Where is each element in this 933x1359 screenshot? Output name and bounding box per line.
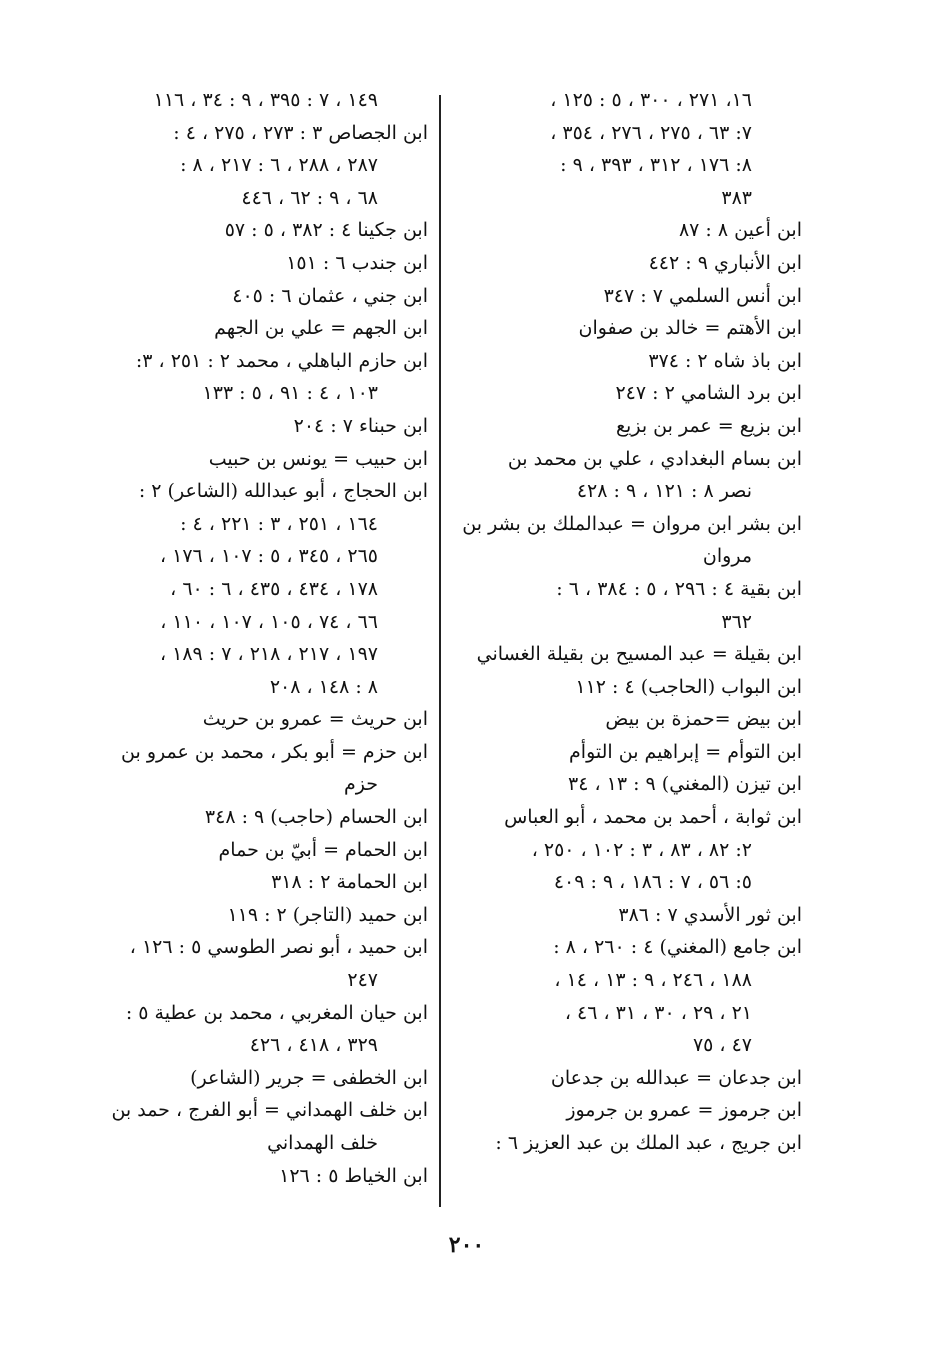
index-entry: ابن حبناء ٧ : ٢٠٤ <box>293 414 428 437</box>
index-entry-continuation: ١٧٨ ، ٤٣٤ ، ٤٣٥ ، ٦ : ٦٠ ، <box>170 577 378 600</box>
index-entry-continuation: ٤٧ ، ٧٥ <box>692 1034 752 1057</box>
index-entry: ابن البواب (الحاجب) ٤ : ١١٢ <box>575 675 802 698</box>
index-column-left <box>76 84 428 1192</box>
index-entry-continuation: ٣٦٢ <box>721 610 752 633</box>
index-entry: ابن خلف الهمداني = أبو الفرج ، حمد بن <box>111 1099 428 1122</box>
index-entry: ابن جامع (المغني) ٤ : ٢٦٠ ، ٨ : <box>553 936 802 959</box>
index-entry-continuation: ١٤٩ ، ٧ : ٣٩٥ ، ٩ : ٣٤ ، ١١٦ <box>153 89 378 111</box>
index-entry: ابن الأنباري ٩ : ٤٤٢ <box>648 251 802 274</box>
index-entry: ابن بشر ابن مروان = عبدالملك بن بشر بن <box>462 512 802 535</box>
index-entry: ابن تيزن (المغني) ٩ : ١٣ ، ٣٤ <box>568 773 802 796</box>
index-entry: ابن جريج ، عبد الملك بن عبد العزيز ٦ : <box>495 1132 802 1154</box>
index-entry: ابن بزيع = عمر بن بزيع <box>615 414 802 437</box>
index-entry-continuation: ٣٢٩ ، ٤١٨ ، ٤٢٦ <box>249 1034 378 1057</box>
index-entry-continuation: ٢٨٧ ، ٢٨٨ ، ٦ : ٢١٧ ، ٨ : <box>180 154 378 177</box>
index-entry-continuation: ٦٨ ، ٩ : ٦٢ ، ٤٤٦ <box>241 186 378 209</box>
index-entry: ابن بقية ٤ : ٢٩٦ ، ٥ : ٣٨٤ ، ٦ : <box>556 577 802 600</box>
index-entry: ابن الحجاج ، أبو عبدالله (الشاعر) ٢ : <box>138 480 428 503</box>
index-entry: ابن حزم = أبو بكر ، محمد بن عمرو بن <box>121 740 428 763</box>
index-entry: ابن بقيلة = عبد المسيح بن بقيلة الغساني <box>476 643 802 666</box>
index-entry-continuation: ٨ : ١٤٨ ، ٢٠٨ <box>269 675 378 698</box>
index-entry: ابن أنس السلمي ٧ : ٣٤٧ <box>603 284 802 307</box>
index-entry: ابن بسام البغدادي ، علي بن محمد بن <box>507 447 802 470</box>
index-entry: ابن حريث = عمرو بن حريث <box>202 708 428 731</box>
index-entry: ابن حازم الباهلي ، محمد ٢ : ٢٥١ ، ٣: <box>135 349 428 372</box>
index-entry: ابن الجصاص ٣ : ٢٧٣ ، ٢٧٥ ، ٤ : <box>173 121 428 144</box>
index-entry-continuation: ١٦، ٢٧١ ، ٣٠٠ ، ٥ : ١٢٥ ، <box>550 89 752 111</box>
index-entry: ابن الحسام (حاجب) ٩ : ٣٤٨ <box>204 806 428 829</box>
index-entry: ابن جرموز = عمرو بن جرموز <box>566 1099 802 1122</box>
index-entry: ابن الأهتم = خالد بن صفوان <box>578 317 802 340</box>
index-column-right <box>458 84 802 1160</box>
index-entry: ابن حميد ، أبو نصر الطوسي ٥ : ١٢٦ ، <box>129 936 428 959</box>
index-entry-continuation: ٧: ٦٣ ، ٢٧٥ ، ٢٧٦ ، ٣٥٤ ، <box>550 121 752 144</box>
index-entry-continuation: ٢١ ، ٢٩ ، ٣٠ ، ٣١ ، ٤٦ ، <box>564 1001 752 1024</box>
index-entry-continuation: ١٦٤ ، ٢٥١ ، ٣ : ٢٢١ ، ٤ : <box>180 512 378 535</box>
index-entry-continuation: ٢: ٨٢ ، ٨٣ ، ٣ : ١٠٢ ، ٢٥٠ ، <box>531 838 752 861</box>
index-entry: ابن حميد (التاجر) ٢ : ١١٩ <box>227 903 428 926</box>
index-entry: ابن الحمام = أبيّ بن حمام <box>218 838 428 861</box>
index-entry-continuation: ٦٦ ، ٧٤ ، ١٠٥ ، ١٠٧ ، ١١٠ ، <box>160 610 378 633</box>
index-entry-continuation: ٨: ١٧٦ ، ٣١٢ ، ٣٩٣ ، ٩ : <box>560 154 752 177</box>
index-entry: ابن الحمامة ٢ : ٣١٨ <box>271 871 428 894</box>
index-entry-continuation: ٣٨٣ <box>721 186 752 209</box>
index-entry: ابن أعين ٨ : ٨٧ <box>678 219 802 242</box>
index-entry-continuation: ٥: ٥٦ ، ٧ : ١٨٦ ، ٩ : ٤٠٩ <box>553 871 752 894</box>
index-entry: ابن الخياط ٥ : ١٢٦ <box>279 1164 428 1187</box>
index-entry-continuation: خلف الهمداني <box>267 1132 378 1154</box>
index-entry-continuation: ١٨٨ ، ٢٤٦ ، ٩ : ١٣ ، ١٤ ، <box>554 969 752 992</box>
index-entry: ابن ثوابة ، أحمد بن محمد ، أبو العباس <box>504 806 802 829</box>
index-entry-continuation: ٢٦٥ ، ٣٤٥ ، ٥ : ١٠٧ ، ١٧٦ ، <box>159 545 378 568</box>
index-entry: ابن الجهم = علي بن الجهم <box>214 317 428 340</box>
index-entry-continuation: ٢٤٧ <box>347 969 378 992</box>
index-entry: ابن حبيب = يونس بن حبيب <box>208 447 428 470</box>
index-entry-continuation: ١٩٧ ، ٢١٧ ، ٢١٨ ، ٧ : ١٨٩ ، <box>159 643 378 666</box>
index-entry: ابن بيض =حمزة بن بيض <box>605 708 802 731</box>
page-number: ٢٠٠ <box>448 1232 485 1258</box>
index-entry: ابن ثور الأسدي ٧ : ٣٨٦ <box>618 903 802 926</box>
index-entry: ابن جندب ٦ : ١٥١ <box>286 251 428 274</box>
index-entry: ابن الخطفى = جرير (الشاعر) <box>190 1066 428 1089</box>
index-entry: ابن برد الشامي ٢ : ٢٤٧ <box>615 382 802 405</box>
index-entry: ابن جدعان = عبدالله بن جدعان <box>550 1066 802 1089</box>
column-divider <box>439 95 441 1207</box>
index-entry-continuation: حزم <box>344 773 378 796</box>
index-entry: ابن باذ شاه ٢ : ٣٧٤ <box>648 349 802 372</box>
index-entry-continuation: نصر ٨ : ١٢١ ، ٩ : ٤٢٨ <box>576 480 752 503</box>
index-entry-continuation: مروان <box>702 545 752 568</box>
index-entry: ابن حيان المغربي ، محمد بن عطية ٥ : <box>125 1001 428 1024</box>
index-entry: ابن جكينا ٤ : ٣٨٢ ، ٥ : ٥٧ <box>224 219 428 242</box>
index-entry: ابن جني ، عثمان ٦ : ٤٠٥ <box>232 284 428 307</box>
index-entry-continuation: ١٠٣ ، ٤ : ٩١ ، ٥ : ١٣٣ <box>202 382 378 405</box>
index-entry: ابن التوأم = إبراهيم بن التوأم <box>569 740 802 763</box>
